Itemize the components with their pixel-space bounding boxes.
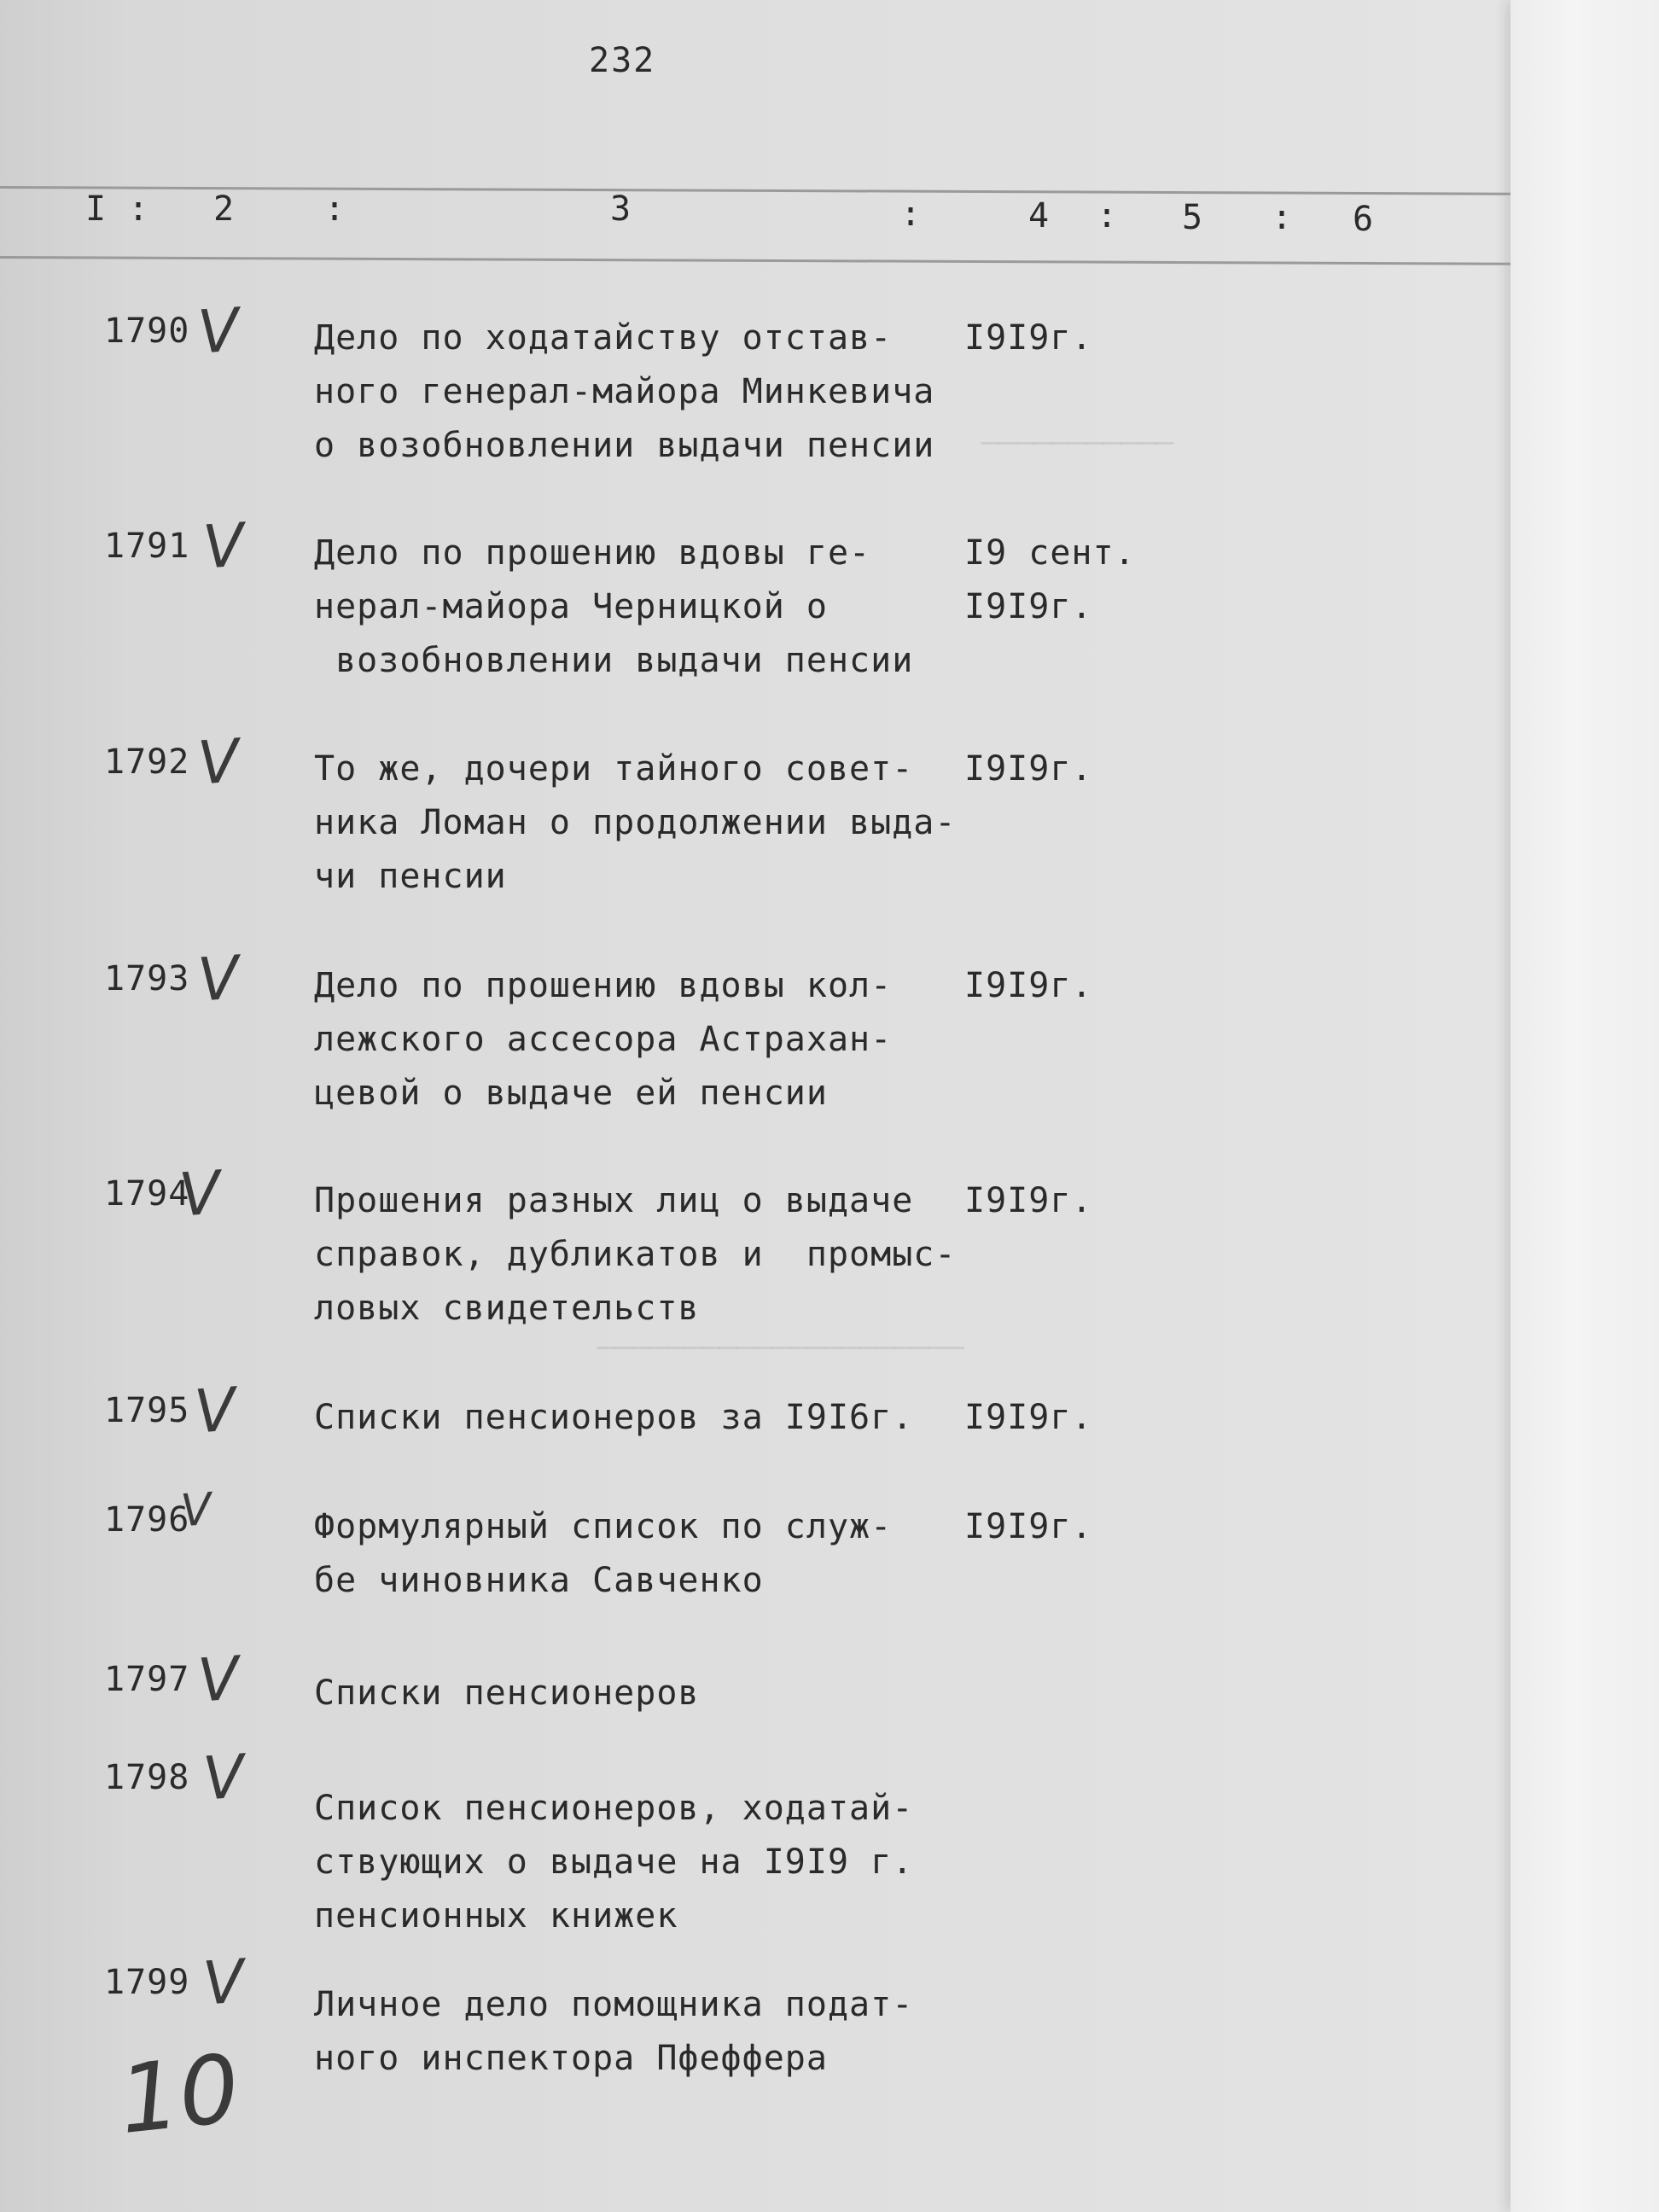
entry-date: I9I9г. (964, 749, 1093, 789)
check-mark: V (201, 1741, 247, 1814)
check-mark: V (192, 1374, 238, 1447)
entry-title: Личное дело помощника подат- ного инспектора Пфеффера (314, 1985, 914, 2078)
entry-number: 1799 (104, 1963, 190, 2002)
column-1-label: I (85, 189, 107, 229)
entry-date: I9I9г. (964, 1181, 1093, 1220)
entry-date: I9 сент. I9I9г. (964, 533, 1136, 626)
column-separator: : (324, 189, 346, 229)
column-5-label: 5 (1182, 198, 1203, 237)
entry-date: I9I9г. (964, 318, 1093, 358)
handwritten-sheet-count: 10 (114, 2034, 245, 2155)
entry-title: Список пенсионеров, ходатай- ствующих о выдаче на I9I9 г. пенсионных книжек (314, 1789, 914, 1936)
column-header (0, 189, 1511, 254)
entry-title: Списки пенсионеров (314, 1674, 700, 1713)
check-mark: V (201, 509, 247, 583)
column-3-label: 3 (610, 189, 632, 229)
entry-title: Дело по прошению вдовы ге- нерал-майора Черницкой о возобновлении выдачи пенсии (314, 533, 914, 680)
entry-title: То же, дочери тайного совет- ника Ломан о продолжении выда- чи пенсии (314, 749, 957, 896)
entry-number: 1791 (104, 527, 190, 566)
show-through-text: ─────────── (981, 427, 1174, 461)
entry-number: 1795 (104, 1391, 190, 1430)
entry-title: Дело по ходатайству отстав- ного генерал-майора Минкевича о возобновлении выдачи пенсии (314, 318, 935, 465)
entry-number: 1797 (104, 1660, 190, 1699)
entry-title: Дело по прошению вдовы кол- лежского ассесора Астрахан- цевой о выдаче ей пенсии (314, 966, 893, 1113)
check-mark: V (195, 1643, 242, 1716)
check-mark: V (178, 1483, 213, 1538)
entry-date: I9I9г. (964, 1398, 1093, 1437)
column-4-label: 4 (1028, 196, 1050, 236)
column-separator: : (1272, 198, 1293, 237)
check-mark: V (195, 725, 242, 799)
entry-number: 1798 (104, 1758, 190, 1797)
check-mark: V (201, 1946, 247, 2019)
entry-title: Формулярный список по служ- бе чиновника Савченко (314, 1507, 893, 1600)
column-separator: : (128, 189, 149, 229)
entry-number: 1796 (104, 1500, 190, 1540)
show-through-text: ───────────────────── (597, 1331, 964, 1365)
check-mark: V (195, 294, 242, 368)
entry-number: 1790 (104, 311, 190, 351)
entry-number: 1792 (104, 742, 190, 782)
entry-number: 1793 (104, 959, 190, 998)
entry-title: Прошения разных лиц о выдаче справок, дубликатов и промыс- ловых свидетельств (314, 1181, 957, 1328)
column-separator: : (1097, 196, 1118, 236)
page-number: 232 (589, 41, 656, 80)
column-2-label: 2 (213, 189, 235, 229)
entry-title: Списки пенсионеров за I9I6г. (314, 1398, 914, 1437)
check-mark: V (177, 1157, 223, 1231)
next-page-edge (1511, 0, 1659, 2212)
entry-date: I9I9г. (964, 966, 1093, 1005)
entry-number: 1794 (104, 1174, 190, 1214)
entry-date: I9I9г. (964, 1507, 1093, 1546)
column-separator: : (900, 195, 922, 234)
column-6-label: 6 (1353, 200, 1374, 239)
check-mark: V (195, 942, 242, 1016)
